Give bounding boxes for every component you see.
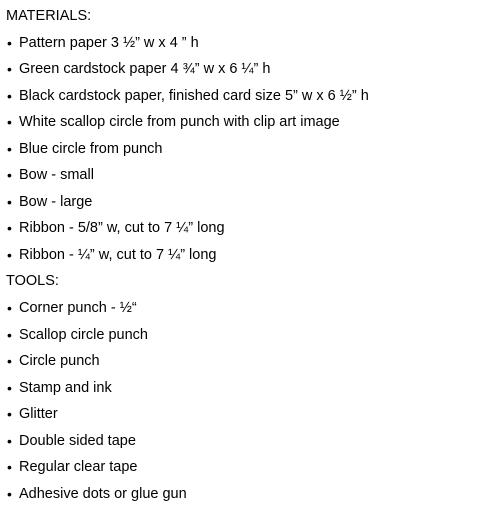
tools-item-text: Circle punch (19, 353, 100, 369)
materials-item-text: Ribbon - 5/8” w, cut to 7 ¼” long (19, 220, 225, 236)
materials-item-text: Bow - large (19, 194, 93, 210)
tools-item-text: Stamp and ink (19, 380, 112, 396)
bullet-icon: • (7, 459, 12, 475)
materials-item (7, 246, 216, 264)
tools-item-text: Regular clear tape (19, 459, 138, 475)
tools-item-text: Corner punch - ½“ (19, 300, 137, 316)
bullet-icon: • (7, 327, 12, 343)
materials-item-text: Pattern paper 3 ½” w x 4 ” h (19, 35, 199, 51)
tools-item (7, 458, 138, 476)
materials-item-text: Black cardstock paper, finished card size 5” w x 6 ½” h (19, 88, 369, 104)
bullet-icon: • (7, 35, 12, 51)
tools-heading: TOOLS: (6, 273, 59, 289)
materials-item (7, 113, 340, 131)
bullet-icon: • (7, 406, 12, 422)
bullet-icon: • (7, 88, 12, 104)
bullet-icon: • (7, 61, 12, 77)
materials-item (7, 166, 94, 184)
tools-item (7, 299, 137, 317)
tools-item-text: Adhesive dots or glue gun (19, 486, 187, 502)
bullet-icon: • (7, 194, 12, 210)
materials-item-text: White scallop circle from punch with clip art image (19, 114, 340, 130)
materials-item-text: Bow - small (19, 167, 94, 183)
materials-heading: MATERIALS: (6, 8, 92, 24)
materials-item (7, 140, 162, 158)
bullet-icon: • (7, 247, 12, 263)
tools-item (7, 326, 148, 344)
bullet-icon: • (7, 141, 12, 157)
tools-item (7, 485, 187, 503)
materials-item (7, 87, 369, 105)
bullet-icon: • (7, 486, 12, 502)
materials-item (7, 60, 270, 78)
bullet-icon: • (7, 167, 12, 183)
materials-item (7, 34, 199, 52)
bullet-icon: • (7, 353, 12, 369)
materials-item (7, 193, 92, 211)
tools-item (7, 432, 136, 450)
bullet-icon: • (7, 433, 12, 449)
tools-item-text: Glitter (19, 406, 58, 422)
materials-item-text: Ribbon - ¼” w, cut to 7 ¼” long (19, 247, 217, 263)
tools-item-text: Double sided tape (19, 433, 136, 449)
bullet-icon: • (7, 220, 12, 236)
tools-item (7, 405, 58, 423)
materials-item (7, 219, 225, 237)
tools-item (7, 379, 112, 397)
bullet-icon: • (7, 300, 12, 316)
materials-item-text: Green cardstock paper 4 ¾” w x 6 ¼” h (19, 61, 271, 77)
tools-item-text: Scallop circle punch (19, 327, 148, 343)
bullet-icon: • (7, 380, 12, 396)
tools-item (7, 352, 100, 370)
materials-item-text: Blue circle from punch (19, 141, 163, 157)
bullet-icon: • (7, 114, 12, 130)
